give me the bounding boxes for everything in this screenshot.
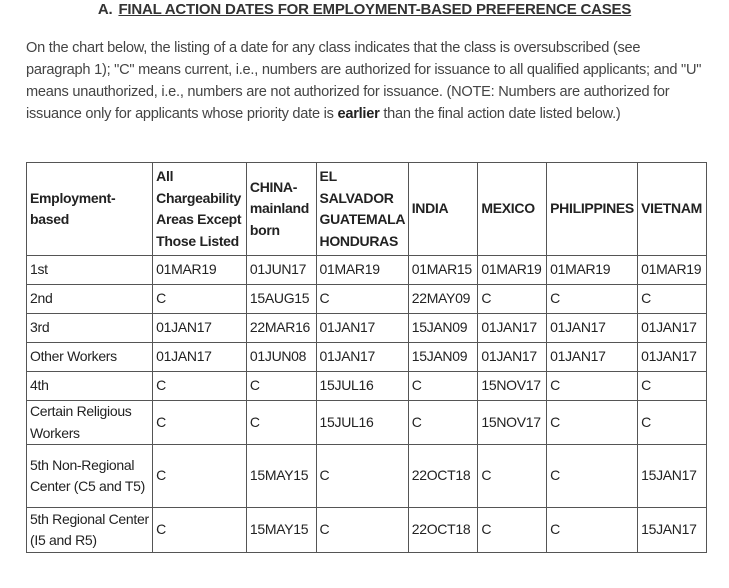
cell-china: 01JUN17 bbox=[246, 256, 316, 285]
cell-all-chargeability: 01JAN17 bbox=[153, 343, 247, 372]
cell-vietnam: 01JAN17 bbox=[638, 314, 707, 343]
cell-mexico: C bbox=[478, 445, 547, 508]
cell-all-chargeability: 01MAR19 bbox=[153, 256, 247, 285]
cell-china: 15AUG15 bbox=[246, 285, 316, 314]
intro-text-after: than the final action date listed below.) bbox=[379, 106, 621, 122]
cell-vietnam: 15JAN17 bbox=[638, 508, 707, 553]
cell-china: C bbox=[246, 401, 316, 445]
cell-el-salvador: 01JAN17 bbox=[316, 314, 408, 343]
table-row bbox=[27, 508, 707, 553]
cell-china: 22MAR16 bbox=[246, 314, 316, 343]
table-row bbox=[27, 401, 707, 445]
cell-india: 22OCT18 bbox=[408, 508, 478, 553]
cell-india: 22OCT18 bbox=[408, 445, 478, 508]
table-row bbox=[27, 314, 707, 343]
cell-mexico: C bbox=[478, 285, 547, 314]
cell-india: 01MAR15 bbox=[408, 256, 478, 285]
header-employment-based: Employment-based bbox=[27, 163, 153, 256]
cell-mexico: 01JAN17 bbox=[478, 314, 547, 343]
cell-philippines: C bbox=[547, 445, 638, 508]
cell-category: 2nd bbox=[27, 285, 153, 314]
intro-emphasis: earlier bbox=[337, 106, 380, 122]
cell-india: C bbox=[408, 401, 478, 445]
cell-china: 15MAY15 bbox=[246, 508, 316, 553]
intro-paragraph bbox=[26, 37, 706, 125]
cell-mexico: 15NOV17 bbox=[478, 401, 547, 445]
table-row bbox=[27, 343, 707, 372]
section-title bbox=[0, 1, 729, 19]
cell-philippines: C bbox=[547, 508, 638, 553]
cell-el-salvador: C bbox=[316, 508, 408, 553]
table-row bbox=[27, 445, 707, 508]
cell-vietnam: 01JAN17 bbox=[638, 343, 707, 372]
table-header-row bbox=[27, 163, 707, 256]
cell-vietnam: 15JAN17 bbox=[638, 445, 707, 508]
cell-philippines: C bbox=[547, 401, 638, 445]
cell-category: 3rd bbox=[27, 314, 153, 343]
cell-el-salvador: 15JUL16 bbox=[316, 401, 408, 445]
cell-india: 15JAN09 bbox=[408, 343, 478, 372]
cell-philippines: C bbox=[547, 372, 638, 401]
table-row bbox=[27, 372, 707, 401]
cell-all-chargeability: 01JAN17 bbox=[153, 314, 247, 343]
cell-all-chargeability: C bbox=[153, 372, 247, 401]
cell-category: 5th Non-Regional Center (C5 and T5) bbox=[27, 445, 153, 508]
cell-china: 01JUN08 bbox=[246, 343, 316, 372]
cell-category: Other Workers bbox=[27, 343, 153, 372]
table-row bbox=[27, 285, 707, 314]
cell-category: 1st bbox=[27, 256, 153, 285]
header-philippines: PHILIPPINES bbox=[547, 163, 638, 256]
table-body bbox=[27, 256, 707, 553]
section-heading: FINAL ACTION DATES FOR EMPLOYMENT-BASED PREFERENCE CASES bbox=[118, 1, 632, 18]
cell-category: Certain Religious Workers bbox=[27, 401, 153, 445]
cell-vietnam: C bbox=[638, 401, 707, 445]
cell-el-salvador: 01JAN17 bbox=[316, 343, 408, 372]
cell-vietnam: C bbox=[638, 372, 707, 401]
header-el-salvador: EL SALVADOR GUATEMALA HONDURAS bbox=[316, 163, 408, 256]
cell-el-salvador: C bbox=[316, 445, 408, 508]
header-china: CHINA-mainland born bbox=[246, 163, 316, 256]
header-india: INDIA bbox=[408, 163, 478, 256]
cell-mexico: 15NOV17 bbox=[478, 372, 547, 401]
cell-el-salvador: 15JUL16 bbox=[316, 372, 408, 401]
cell-all-chargeability: C bbox=[153, 508, 247, 553]
cell-category: 5th Regional Center (I5 and R5) bbox=[27, 508, 153, 553]
cell-mexico: 01MAR19 bbox=[478, 256, 547, 285]
header-all-chargeability: All Chargeability Areas Except Those Listed bbox=[153, 163, 247, 256]
final-action-dates-table bbox=[26, 162, 707, 553]
cell-china: C bbox=[246, 372, 316, 401]
cell-india: C bbox=[408, 372, 478, 401]
cell-mexico: C bbox=[478, 508, 547, 553]
section-prefix: A. bbox=[97, 1, 113, 18]
table-row bbox=[27, 256, 707, 285]
header-mexico: MEXICO bbox=[478, 163, 547, 256]
cell-philippines: 01JAN17 bbox=[547, 314, 638, 343]
cell-india: 15JAN09 bbox=[408, 314, 478, 343]
cell-india: 22MAY09 bbox=[408, 285, 478, 314]
cell-all-chargeability: C bbox=[153, 285, 247, 314]
cell-vietnam: 01MAR19 bbox=[638, 256, 707, 285]
cell-vietnam: C bbox=[638, 285, 707, 314]
header-vietnam: VIETNAM bbox=[638, 163, 707, 256]
cell-philippines: 01MAR19 bbox=[547, 256, 638, 285]
cell-el-salvador: 01MAR19 bbox=[316, 256, 408, 285]
cell-mexico: 01JAN17 bbox=[478, 343, 547, 372]
cell-china: 15MAY15 bbox=[246, 445, 316, 508]
cell-el-salvador: C bbox=[316, 285, 408, 314]
cell-all-chargeability: C bbox=[153, 401, 247, 445]
cell-category: 4th bbox=[27, 372, 153, 401]
intro-text-before: On the chart below, the listing of a date for any class indicates that the class is oversubscribed (see paragraph 1); "C" means current, i.e., numbers are authorized for issuance to all qualified applicants; and "U" means unauthorized, i.e., numbers are not authorized for issuance. (NOTE: Numbers are authorized for issuance only for applicants whose priority date is bbox=[26, 40, 702, 122]
cell-all-chargeability: C bbox=[153, 445, 247, 508]
cell-philippines: C bbox=[547, 285, 638, 314]
cell-philippines: 01JAN17 bbox=[547, 343, 638, 372]
